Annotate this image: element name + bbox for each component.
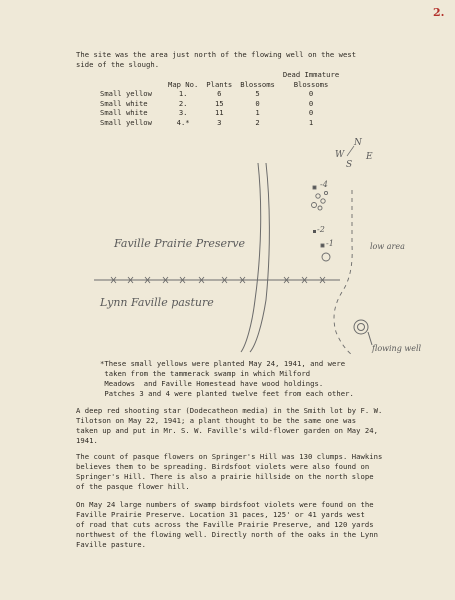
table-cell: 3 bbox=[217, 117, 222, 127]
table-cell: 11 bbox=[214, 108, 224, 118]
intro-line-2: side of the slough. bbox=[76, 60, 160, 69]
compass-w: W bbox=[335, 150, 345, 160]
table-cell: 15 bbox=[214, 98, 224, 108]
para3-line-1: On May 24 large numbers of swamp birdsfoot violets were found on the bbox=[76, 500, 374, 509]
table-cell: 4.* bbox=[176, 117, 190, 127]
para2-line-4: of the pasque flower hill. bbox=[76, 482, 190, 491]
table-cell: 1 bbox=[308, 117, 314, 127]
road-line-left bbox=[241, 163, 261, 352]
footnote-line-1: *These small yellows were planted May 24, 1941, and were bbox=[100, 359, 346, 368]
compass-stroke bbox=[347, 146, 354, 156]
para2-line-3: Springer's Hill. There is also a prairie hillside on the north slope bbox=[76, 472, 374, 481]
footnote-line-4: Patches 3 and 4 were planted twelve feet from each other. bbox=[100, 389, 354, 398]
table-cell: 0 bbox=[308, 98, 314, 108]
slough-line bbox=[334, 190, 352, 355]
low-area-label: low area bbox=[370, 242, 405, 251]
para3-line-5: Faville pasture. bbox=[76, 540, 147, 549]
table-header: Plants bbox=[206, 79, 233, 89]
table-cell: 2 bbox=[255, 117, 260, 127]
flowing-well-label: flowing well bbox=[372, 344, 422, 353]
table-cell: 0 bbox=[308, 108, 314, 118]
patch-2 bbox=[313, 230, 316, 233]
table-cell: Small white bbox=[100, 98, 148, 108]
table-cell: 5 bbox=[255, 89, 260, 99]
table-header: Blossoms bbox=[240, 79, 275, 89]
patch-4-label: -4 bbox=[320, 180, 328, 189]
table-cell: 1 bbox=[255, 108, 260, 118]
para3-line-4: northwest of the flowing well. Directly north of the oaks in the Lynn bbox=[76, 530, 379, 539]
compass-s: S bbox=[346, 160, 353, 170]
preserve-label: Faville Prairie Preserve bbox=[114, 237, 246, 250]
para3-line-3: of road that cuts across the Faville Prairie Preserve, and 120 yards bbox=[76, 520, 374, 529]
table-cell: 0 bbox=[255, 98, 260, 108]
table-cell: Small white bbox=[100, 108, 148, 118]
table-cell: 2. bbox=[178, 98, 188, 108]
patch-1-label: -1 bbox=[326, 239, 334, 248]
para2-line-2: believes them to be spreading. Birdsfoot violets were also found on bbox=[76, 462, 370, 471]
table-cell: Small yellow bbox=[100, 117, 152, 127]
footnote-line-2: taken from the tammerack swamp in which Milford bbox=[100, 369, 311, 378]
patch-2-label: -2 bbox=[317, 225, 325, 234]
para1-line-3: taken up and put in Mr. S. W. Faville's wild-flower garden on May 24, bbox=[76, 426, 379, 435]
footnote-line-3: Meadows and Faville Homestead have wood holdings. bbox=[100, 379, 324, 388]
table-cell: Small yellow bbox=[100, 89, 152, 99]
para1-line-2: Tilotson on May 22, 1941; a plant thought to be the same one was bbox=[76, 416, 357, 425]
para2-line-1: The count of pasque flowers on Springer's Hill was 130 clumps. Hawkins bbox=[76, 452, 383, 461]
para3-line-2: Faville Prairie Preserve. Location 31 paces, 125' or 41 yards west bbox=[76, 510, 365, 519]
table-cell: 3. bbox=[178, 108, 188, 118]
para1-line-1: A deep red shooting star (Dodecatheon media) in the Smith lot by F. W. bbox=[76, 406, 383, 415]
pasture-label: Lynn Faville pasture bbox=[100, 296, 214, 309]
compass-e: E bbox=[366, 152, 373, 162]
para1-line-4: 1941. bbox=[76, 436, 98, 445]
flowing-well-marker bbox=[354, 320, 372, 345]
table-cell: 6 bbox=[217, 89, 222, 99]
patch-4 bbox=[312, 186, 328, 210]
table-header: Map No. bbox=[168, 79, 199, 89]
compass-n: N bbox=[354, 138, 362, 148]
table-header: Dead Immature Blossoms bbox=[282, 70, 340, 89]
table-cell: 1. bbox=[178, 89, 188, 99]
table-cell: 0 bbox=[308, 89, 314, 99]
page-number: 2. bbox=[433, 6, 445, 19]
intro-line-1: The site was the area just north of the flowing well on the west bbox=[76, 50, 357, 59]
